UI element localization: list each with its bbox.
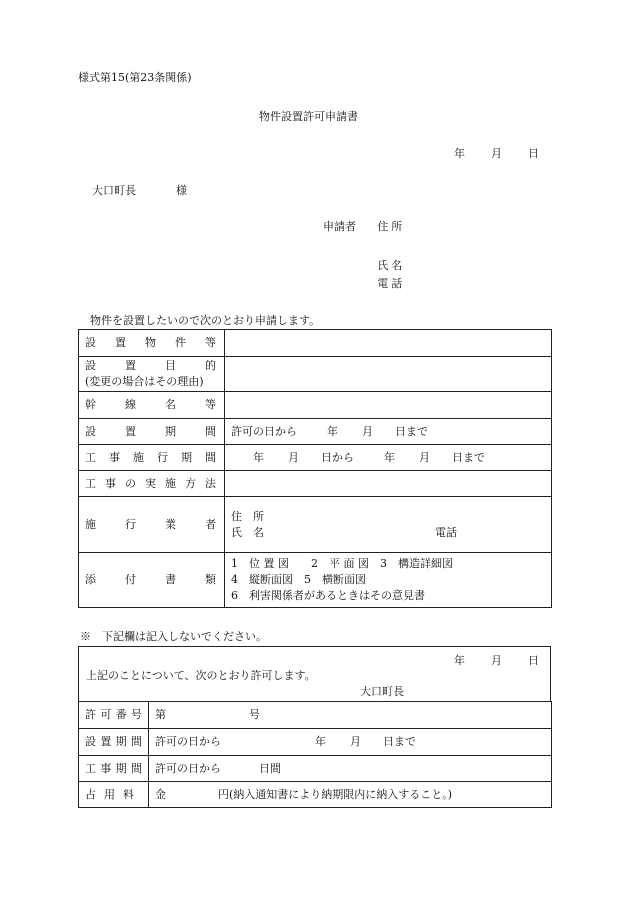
row-label-text: 施 行 業 者 (85, 517, 216, 531)
contractor-phone-label: 電話 (435, 525, 457, 539)
table-row (79, 445, 552, 471)
permit-number-value[interactable]: 第 号 (149, 702, 552, 729)
table-row (79, 497, 552, 553)
purpose-sublabel: (変更の場合はその理由) (85, 375, 204, 388)
applicant-address-label: 住 所 (377, 220, 403, 233)
applicant-phone-label: 電 話 (377, 277, 403, 290)
row-label-occupancy-fee (79, 782, 149, 808)
contractor-name-line (231, 525, 545, 541)
document-title: 物件設置許可申請書 (259, 110, 358, 123)
row-label-permit-construction-period (79, 756, 149, 782)
application-table (78, 329, 552, 608)
row-label-text: 占 用 料 (85, 787, 134, 801)
row-label-text: 設 置 期 間 (85, 735, 142, 749)
contractor-address-label: 住 所 (231, 509, 264, 523)
row-label-attachments (79, 553, 225, 608)
table-row (79, 330, 552, 357)
row-label-contractor (79, 497, 225, 553)
attachment-item: 4 縦断面図 5 横断面図 (231, 573, 366, 587)
row-label-purpose (79, 357, 225, 392)
table-row (79, 756, 552, 782)
occupancy-fee-value[interactable]: 金 円(納入通知書により納期限内に納入すること。) (149, 782, 552, 808)
attachment-item: 6 利害関係者があるときはその意見書 (231, 588, 425, 602)
table-row (79, 729, 552, 756)
installation-period-value[interactable]: 許可の日から 年 月 日まで (225, 419, 552, 445)
addressee-name: 大口町長 (92, 184, 136, 197)
permit-issuer: 大口町長 (360, 685, 404, 698)
row-label-text: 設 置 物 件 等 (85, 336, 216, 350)
addressee (92, 185, 187, 196)
row-label-construction-method (79, 471, 225, 497)
row-label-permit-number (79, 702, 149, 729)
applicant-name-label: 氏 名 (377, 259, 403, 272)
table-row (79, 471, 552, 497)
purpose-value[interactable] (225, 357, 552, 392)
table-row (79, 702, 552, 729)
permit-statement-box (78, 646, 551, 702)
row-label-text: 工 事 期 間 (85, 761, 142, 775)
date-day: 日 (528, 147, 539, 160)
date-month: 月 (491, 147, 502, 160)
attachment-item: 1 位 置 図 2 平 面 図 3 構造詳細図 (231, 557, 453, 571)
row-label-construction-period (79, 445, 225, 471)
construction-method-value[interactable] (225, 471, 552, 497)
table-row (79, 357, 552, 392)
permit-statement: 上記のことについて、次のとおり許可します。 (86, 669, 316, 682)
row-label-text: 設 置 目 的 (85, 359, 216, 373)
date-year: 年 (454, 147, 465, 160)
trunk-line-value[interactable] (225, 392, 552, 419)
applicant-label: 申請者 (323, 220, 356, 233)
row-label-text: 工 事 施 行 期 間 (85, 450, 216, 464)
row-label-text: 設 置 期 間 (85, 424, 216, 438)
date-line (454, 148, 539, 159)
contractor-name-label: 氏 名 (231, 525, 264, 539)
row-label-installation-period (79, 419, 225, 445)
attachments-value (225, 553, 552, 608)
contractor-value[interactable] (225, 497, 552, 553)
row-label-text: 添 付 書 類 (85, 573, 216, 587)
permit-table (78, 701, 552, 808)
addressee-honorific: 様 (176, 184, 187, 197)
construction-period-value[interactable]: 年 月 日から 年 月 日まで (225, 445, 552, 471)
table-row (79, 419, 552, 445)
row-label-permit-installation-period (79, 729, 149, 756)
table-row (79, 553, 552, 608)
permit-installation-period-value[interactable]: 許可の日から 年 月 日まで (149, 729, 552, 756)
row-label-text: 幹 線 名 等 (85, 398, 216, 412)
intro-text: 物件を設置したいので次のとおり申請します。 (90, 314, 321, 327)
installed-objects-value[interactable] (225, 330, 552, 357)
permit-date-line: 年 月 日 (454, 654, 539, 667)
permit-construction-period-value[interactable]: 許可の日から 日間 (149, 756, 552, 782)
form-number: 様式第15(第23条関係) (78, 71, 192, 84)
row-label-trunk-line (79, 392, 225, 419)
table-row (79, 782, 552, 808)
row-label-text: 許 可 番 号 (85, 708, 142, 722)
note-text: ※ 下記欄は記入しないでください。 (80, 630, 267, 643)
table-row (79, 392, 552, 419)
row-label-installed-objects (79, 330, 225, 357)
row-label-text: 工 事 の 実 施 方 法 (85, 476, 216, 490)
